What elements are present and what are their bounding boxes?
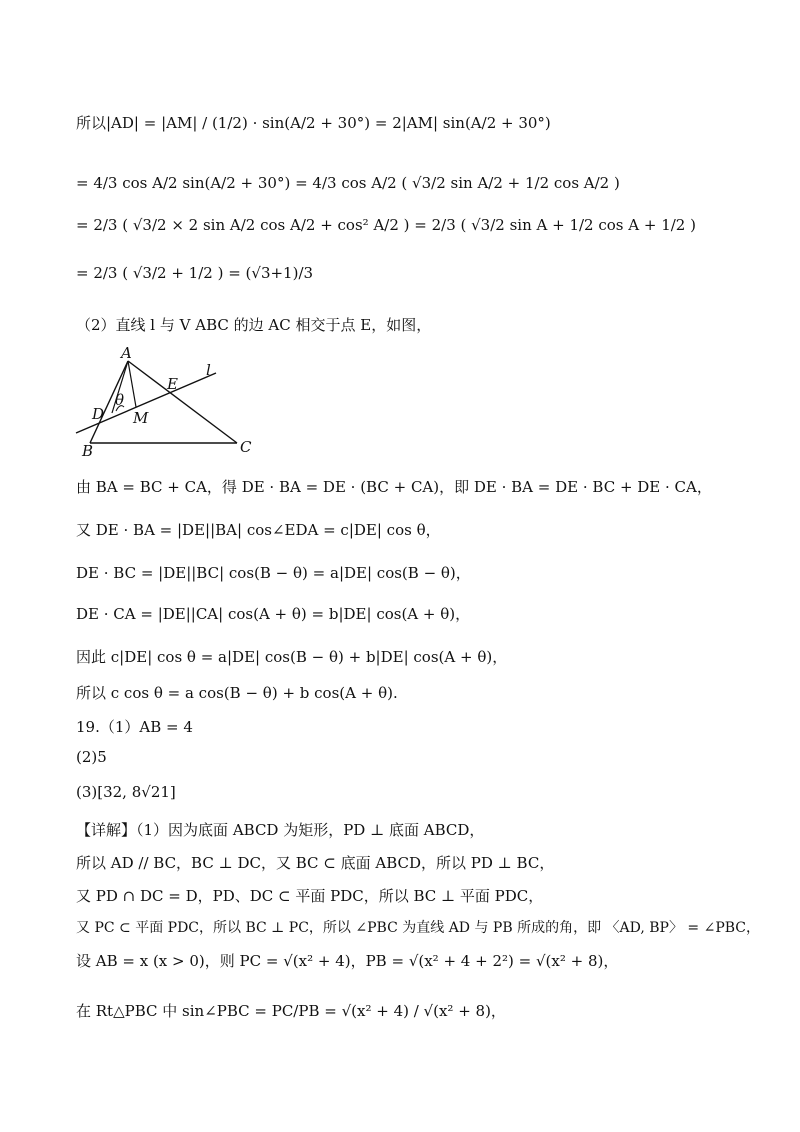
line-expansion-1: = 4/3 cos A/2 sin(A/2 + 30°) = 4/3 cos A/2 ( √3/2 sin A/2 + 1/2 cos A/2 ) (76, 174, 620, 192)
label-B: B (82, 442, 94, 460)
vector-line-5: 因此 c|DE| cos θ = a|DE| cos(B − θ) + b|DE| cos(A + θ)， (76, 648, 508, 666)
vector-line-6: 所以 c cos θ = a cos(B − θ) + b cos(A + θ). (76, 684, 398, 702)
line-ad-length: 所以|AD| = |AM| / (1/2) · sin(A/2 + 30°) = 2|AM| sin(A/2 + 30°) (76, 114, 551, 132)
label-A: A (121, 345, 132, 362)
part-2-heading: （2）直线 l 与 V ABC 的边 AC 相交于点 E，如图， (76, 316, 432, 334)
q19-answer-2: (2)5 (76, 748, 107, 766)
q19-answer-3: (3)[32, 8√21] (76, 783, 176, 801)
label-theta: θ (115, 391, 125, 409)
label-E: E (167, 375, 178, 393)
label-D: D (92, 405, 105, 423)
triangle-figure (72, 345, 272, 465)
vector-line-2: 又 DE · BA = |DE||BA| cos∠EDA = c|DE| cos θ， (76, 521, 441, 539)
line-result: = 2/3 ( √3/2 + 1/2 ) = (√3+1)/3 (76, 264, 314, 282)
detail-line-2: 所以 AD // BC，BC ⊥ DC，又 BC ⊂ 底面 ABCD，所以 PD ⊥ BC， (76, 854, 555, 872)
detail-line-6: 在 Rt△PBC 中 sin∠PBC = PC/PB = √(x² + 4) / √(x² + 8)， (76, 1002, 506, 1020)
vector-line-4: DE · CA = |DE||CA| cos(A + θ) = b|DE| cos(A + θ)， (76, 605, 471, 623)
vector-line-3: DE · BC = |DE||BC| cos(B − θ) = a|DE| cos(B − θ)， (76, 564, 471, 582)
q19-answer-1: 19.（1）AB = 4 (76, 718, 193, 736)
label-M: M (133, 409, 149, 427)
detail-line-5: 设 AB = x (x > 0)，则 PC = √(x² + 4)，PB = √(x² + 4 + 2²) = √(x² + 8)， (76, 952, 619, 970)
detail-line-3: 又 PD ∩ DC = D，PD、DC ⊂ 平面 PDC，所以 BC ⊥ 平面 PDC， (76, 887, 544, 905)
line-expansion-2: = 2/3 ( √3/2 × 2 sin A/2 cos A/2 + cos² A/2 ) = 2/3 ( √3/2 sin A + 1/2 cos A + 1/2 ) (76, 216, 696, 234)
detail-line-4: 又 PC ⊂ 平面 PDC，所以 BC ⊥ PC，所以 ∠PBC 为直线 AD 与 PB 所成的角，即 〈AD, BP〉 = ∠PBC， (76, 920, 761, 936)
detail-line-1: 【详解】（1）因为底面 ABCD 为矩形，PD ⊥ 底面 ABCD， (76, 821, 485, 839)
label-C: C (240, 438, 252, 456)
vector-line-1: 由 BA = BC + CA，得 DE · BA = DE · (BC + CA)，即 DE · BA = DE · BC + DE · CA， (76, 478, 712, 496)
label-l: l (206, 361, 211, 379)
